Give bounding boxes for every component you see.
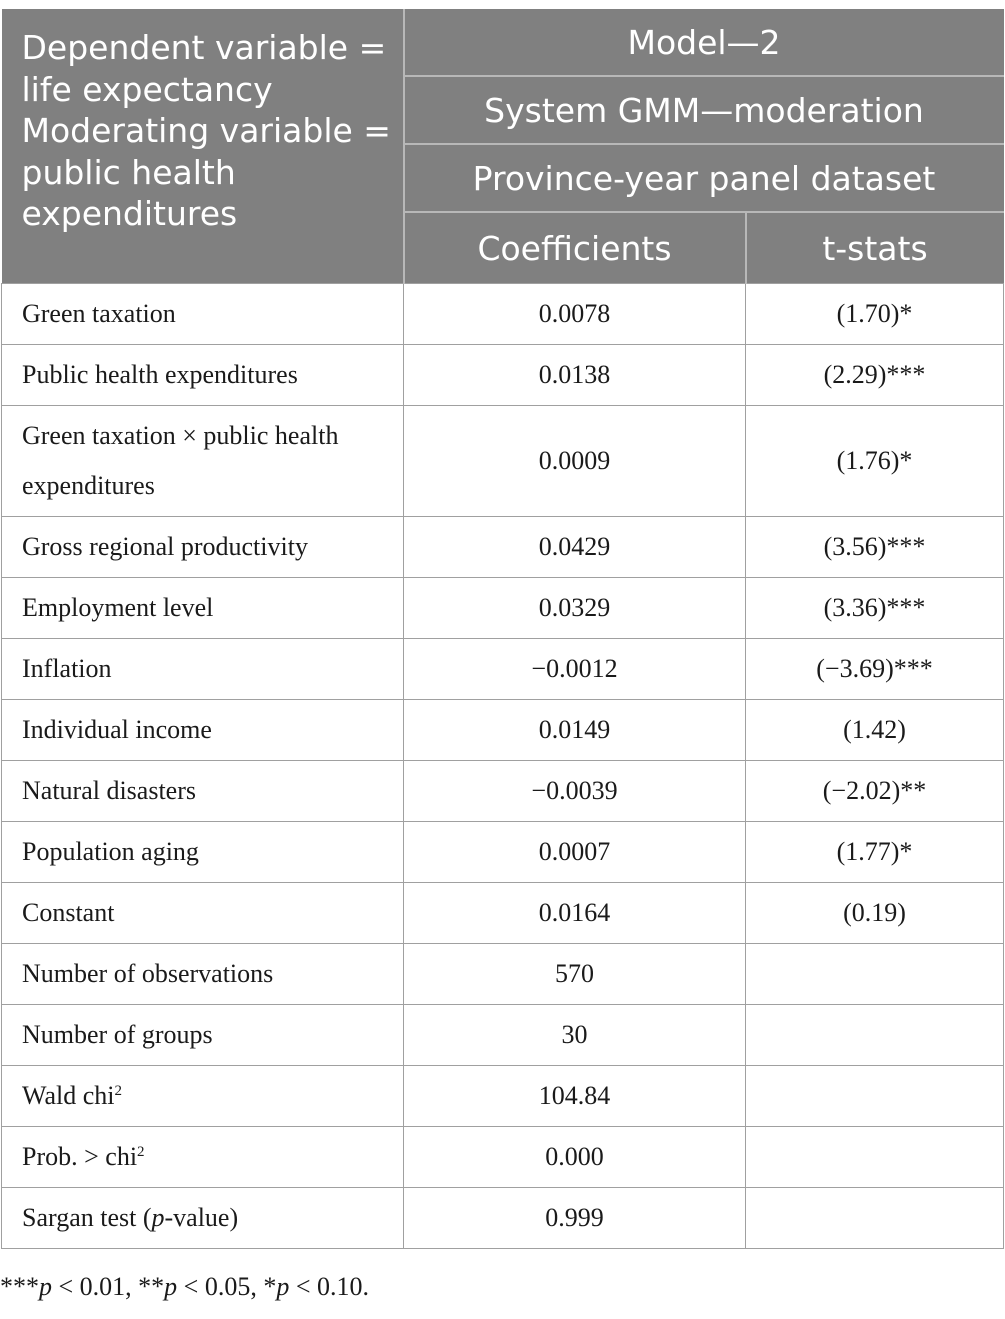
row-coefficient: 0.0007 [404,822,746,883]
table-row [2,1188,1004,1249]
footnote-text-3: < 0.10. [289,1272,370,1301]
row-label [2,1188,404,1249]
row-t-stat [746,1066,1004,1127]
row-coefficient: 0.0149 [404,700,746,761]
row-coefficient: −0.0039 [404,761,746,822]
header-moderating-variable: Moderating variable = public health expenditures [21,111,391,233]
row-coefficient: 30 [404,1005,746,1066]
table-row [2,1066,1004,1127]
row-t-stat: (−3.69)*** [746,639,1004,700]
row-label: Public health expenditures [2,345,404,406]
row-coefficient: 0.0429 [404,517,746,578]
header-coefficients: Coefficients [404,212,746,284]
row-label: Gross regional productivity [2,517,404,578]
row-coefficient: −0.0012 [404,639,746,700]
row-label: Green taxation [2,284,404,345]
row-t-stat: (2.29)*** [746,345,1004,406]
row-label: Constant [2,883,404,944]
table-row [2,345,1004,406]
row-label: Natural disasters [2,761,404,822]
header-dataset: Province-year panel dataset [404,144,1004,212]
table-row [2,517,1004,578]
header-dependent-variable: Dependent variable = life expectancy [21,28,387,109]
table-row [2,761,1004,822]
footnote-p-2: p [164,1272,178,1301]
row-label-text: Sargan test ( [22,1203,152,1232]
row-label-italic: p [151,1203,165,1232]
row-t-stat [746,1127,1004,1188]
header-model: Model—2 [404,9,1004,76]
table-row [2,944,1004,1005]
footnote-stars-2: ** [138,1272,165,1301]
header-variable-description [2,9,404,284]
row-label-text: Wald chi [22,1081,115,1110]
table-row [2,700,1004,761]
row-t-stat: (0.19) [746,883,1004,944]
row-t-stat: (−2.02)** [746,761,1004,822]
row-coefficient: 0.0009 [404,406,746,517]
table-row [2,883,1004,944]
header-t-stats: t-stats [746,212,1004,284]
table-row [2,1005,1004,1066]
row-label [2,1127,404,1188]
table-row [2,578,1004,639]
footnote-text-1: < 0.01, [52,1272,139,1301]
row-label-text: Prob. > chi [22,1142,138,1171]
row-coefficient: 0.0329 [404,578,746,639]
header-method: System GMM—moderation [404,76,1004,144]
footnote-stars-3: * [263,1272,277,1301]
row-t-stat [746,1005,1004,1066]
footnote-p-1: p [39,1272,52,1301]
row-coefficient: 0.999 [404,1188,746,1249]
footnote-stars-1: *** [0,1272,39,1301]
row-coefficient: 0.0138 [404,345,746,406]
row-coefficient: 570 [404,944,746,1005]
footnote-text-2: < 0.05, [177,1272,264,1301]
row-coefficient: 104.84 [404,1066,746,1127]
row-coefficient: 0.000 [404,1127,746,1188]
row-label-superscript: 2 [114,1083,122,1099]
row-label: Individual income [2,700,404,761]
table-row [2,1127,1004,1188]
row-t-stat: (1.76)* [746,406,1004,517]
row-label-text-end: -value) [164,1203,239,1232]
table-row [2,639,1004,700]
row-t-stat: (3.36)*** [746,578,1004,639]
footnote-p-3: p [276,1272,290,1301]
row-label: Number of groups [2,1005,404,1066]
row-label: Employment level [2,578,404,639]
row-label: Green taxation × public health expenditures [2,406,404,517]
row-label: Inflation [2,639,404,700]
significance-footnote [0,1272,369,1302]
row-t-stat [746,1188,1004,1249]
row-coefficient: 0.0164 [404,883,746,944]
table-row [2,822,1004,883]
row-label: Number of observations [2,944,404,1005]
row-t-stat: (1.42) [746,700,1004,761]
results-table [1,9,1004,1249]
table-row [2,406,1004,517]
row-t-stat: (1.77)* [746,822,1004,883]
table-row [2,284,1004,345]
row-label-superscript: 2 [137,1144,145,1160]
row-t-stat: (1.70)* [746,284,1004,345]
row-label: Population aging [2,822,404,883]
row-label [2,1066,404,1127]
row-coefficient: 0.0078 [404,284,746,345]
row-t-stat [746,944,1004,1005]
row-t-stat: (3.56)*** [746,517,1004,578]
